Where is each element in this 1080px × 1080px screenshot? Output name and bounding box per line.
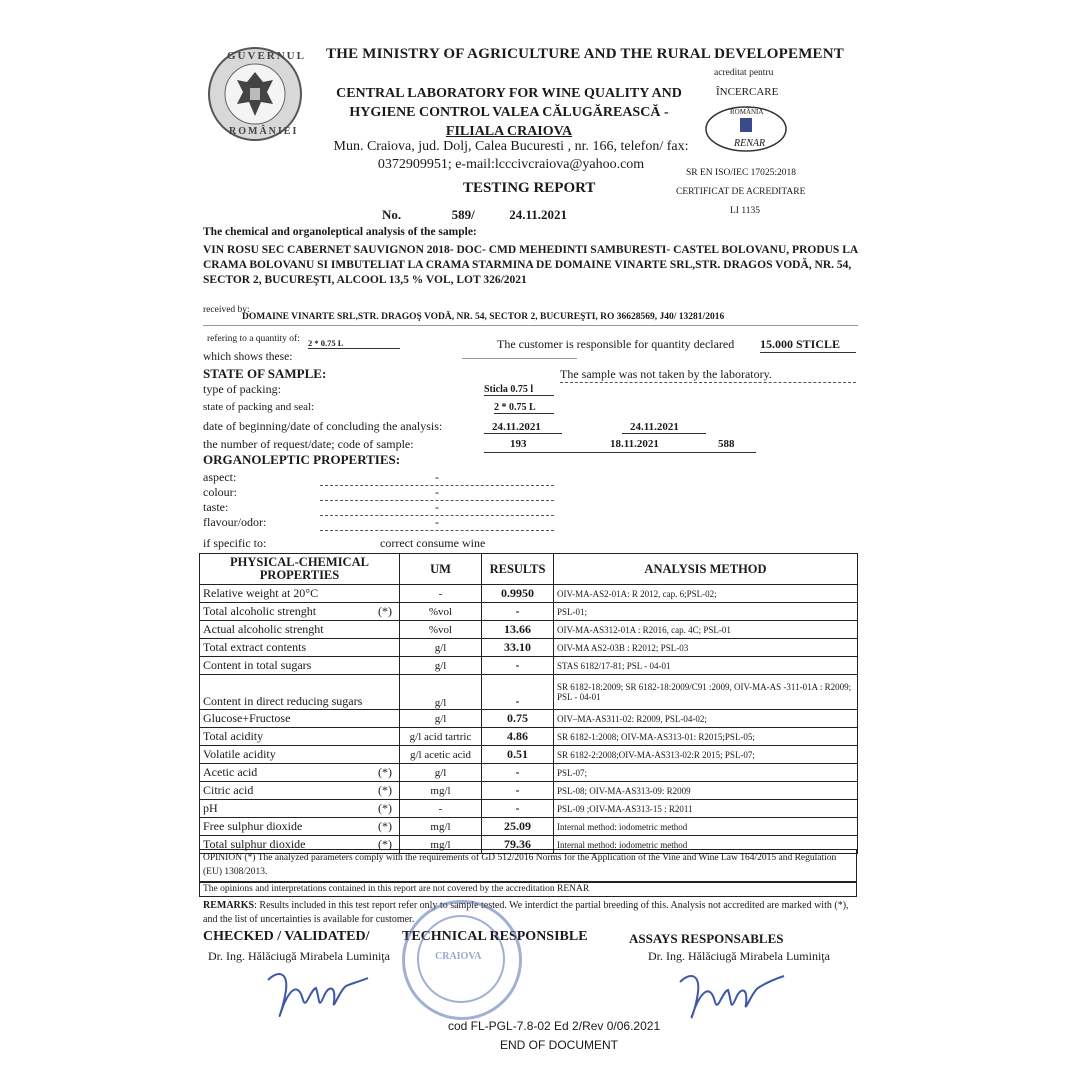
lab-line-1: CENTRAL LABORATORY FOR WINE QUALITY AND [336, 86, 682, 101]
property-cell [200, 800, 400, 818]
sample-heading: The chemical and organoleptical analysis of the sample: [203, 226, 477, 238]
not-accredited-marker: (*) [378, 765, 392, 779]
property-name: Total sulphur dioxide [203, 837, 306, 851]
organoleptic-value: - [320, 515, 554, 531]
property-cell [200, 764, 400, 782]
report-date: 24.11.2021 [509, 207, 568, 222]
property-name: Content in total sugars [203, 658, 312, 672]
table-row [200, 746, 858, 764]
request-date: 18.11.2021 [610, 438, 659, 450]
property-name: Glucose+Fructose [203, 711, 291, 725]
property-name: Volatile acidity [203, 747, 276, 761]
result-cell: 0.51 [482, 746, 554, 764]
result-cell: 13.66 [482, 621, 554, 639]
lab-line-3: FILIALA CRAIOVA [445, 124, 573, 139]
customer-value: 15.000 STICLE [760, 337, 856, 353]
not-taken-note: The sample was not taken by the laboratory. [560, 367, 856, 383]
property-cell [200, 818, 400, 836]
referring-label: refering to a quantity of: [207, 334, 300, 344]
result-cell: 4.86 [482, 728, 554, 746]
property-name: Content in direct reducing sugars [203, 694, 363, 708]
property-cell [200, 603, 400, 621]
method-cell: PSL-08; OIV-MA-AS313-09: R2009 [554, 782, 858, 800]
result-cell: - [482, 675, 554, 710]
table-row [200, 728, 858, 746]
table-row [200, 782, 858, 800]
property-cell [200, 639, 400, 657]
government-logo [207, 46, 306, 142]
result-cell: - [482, 764, 554, 782]
property-name: Total acidity [203, 729, 264, 743]
opinion-box: OPINION (*) The analyzed parameters comply with the requirements of GD 512/2016 Norms for the Application of the Vine and Wine Law 164/2015 and Regulation (EU) 1308/2013. [199, 849, 857, 882]
table-row [200, 710, 858, 728]
accredited-for: acreditat pentru [714, 68, 774, 78]
unit-cell: g/l [400, 710, 482, 728]
method-cell: OIV-MA-AS312-01A : R2016, cap. 4C; PSL-01 [554, 621, 858, 639]
not-accredited-marker: (*) [378, 819, 392, 833]
accreditation-standard: SR EN ISO/IEC 17025:2018 [686, 168, 797, 178]
result-cell: 79.36 [482, 836, 554, 854]
remarks [203, 899, 858, 927]
accreditation-number: LI 1135 [730, 206, 760, 216]
property-cell [200, 782, 400, 800]
accredited-testing: ÎNCERCARE [716, 86, 779, 98]
method-cell: SR 6182-18:2009; SR 6182-18:2009/C91 :2009, OIV-MA-AS -311-01A : R2009; PSL - 04-01 [554, 675, 858, 710]
lab-line-2: HYGIENE CONTROL VALEA CĂLUGĂREASCĂ - [349, 105, 669, 120]
unit-cell: g/l acetic acid [400, 746, 482, 764]
organoleptic-value: - [320, 500, 554, 516]
property-cell [200, 746, 400, 764]
column-header-method: ANALYSIS METHOD [554, 554, 858, 585]
dates-label: date of beginning/date of concluding the analysis: [203, 419, 443, 433]
method-cell: PSL-09 ;OIV-MA-AS313-15 : R2011 [554, 800, 858, 818]
accreditation-certificate: CERTIFICAT DE ACREDITARE [676, 187, 806, 197]
signatory-left: Dr. Ing. Hălăciugă Mirabela Luminiţa [208, 949, 390, 963]
unit-cell: g/l [400, 657, 482, 675]
result-cell: - [482, 782, 554, 800]
column-header-property: PHYSICAL-CHEMICAL PROPERTIES [200, 554, 400, 585]
which-shows-label: which shows these: [203, 351, 293, 363]
table-row [200, 818, 858, 836]
date-end: 24.11.2021 [622, 421, 706, 434]
result-cell: 0.9950 [482, 585, 554, 603]
column-header-results: RESULTS [482, 554, 554, 585]
result-cell: 25.09 [482, 818, 554, 836]
report-title: TESTING REPORT [463, 180, 596, 196]
unit-cell: g/l [400, 675, 482, 710]
received-value: DOMAINE VINARTE SRL,STR. DRAGOŞ VODĂ, NR. 54, SECTOR 2, BUCUREŞTI, RO 36628569, J40/ 13281/2016 [242, 312, 725, 322]
organoleptic-heading: ORGANOLEPTIC PROPERTIES: [203, 452, 401, 467]
logo-text-bottom: ROMÂNIEI [229, 126, 299, 137]
customer-label: The customer is responsible for quantity declared [497, 337, 735, 351]
renar-logo [704, 104, 788, 154]
property-cell [200, 728, 400, 746]
method-cell: STAS 6182/17-81; PSL - 04-01 [554, 657, 858, 675]
property-name: Actual alcoholic strenght [203, 622, 324, 636]
property-name: Free sulphur dioxide [203, 819, 303, 833]
laboratory-stamp [402, 900, 522, 1020]
result-cell: 0.75 [482, 710, 554, 728]
property-name: Citric acid [203, 783, 254, 797]
property-cell [200, 585, 400, 603]
table-row [200, 621, 858, 639]
packing-value: Sticla 0.75 l [484, 384, 554, 396]
unit-cell: g/l acid tartric [400, 728, 482, 746]
method-cell: SR 6182-2:2008;OIV-MA-AS313-02:R 2015; PSL-07; [554, 746, 858, 764]
property-name: Acetic acid [203, 765, 258, 779]
remarks-text: : Results included in this test report refer only to sample tested. We interdict the partial breeding of this. Analysis not accredited are marked with (*), and the list of uncertainties is available for customer. [203, 900, 849, 925]
table-header-row [200, 554, 858, 585]
unit-cell: g/l [400, 764, 482, 782]
technical-responsible: TECHNICAL RESPONSIBLE [402, 929, 588, 944]
date-begin: 24.11.2021 [484, 421, 562, 434]
organoleptic-label: flavour/odor: [203, 515, 267, 529]
received-label: received by: [203, 305, 250, 315]
result-cell: - [482, 603, 554, 621]
signatory-right: Dr. Ing. Hălăciugă Mirabela Luminiţa [648, 949, 830, 963]
assays-responsables: ASSAYS RESPONSABLES [629, 931, 784, 946]
table-row [200, 639, 858, 657]
unit-cell: %vol [400, 603, 482, 621]
table-row [200, 603, 858, 621]
not-accredited-marker: (*) [378, 801, 392, 815]
end-of-document: END OF DOCUMENT [500, 1038, 618, 1052]
organoleptic-value: - [320, 470, 554, 486]
method-cell: Internal method: iodometric method [554, 836, 858, 854]
specific-value: correct consume wine [380, 536, 486, 550]
column-header-um: UM [400, 554, 482, 585]
method-cell: OIV-MA-AS2-01A: R 2012, cap. 6;PSL-02; [554, 585, 858, 603]
organoleptic-label: aspect: [203, 470, 237, 484]
unit-cell: - [400, 800, 482, 818]
report-number-line [382, 207, 567, 223]
table-row [200, 764, 858, 782]
renar-logo-bottom: RENAR [734, 138, 766, 149]
report-no-label: No. [382, 207, 402, 222]
table-row [200, 657, 858, 675]
logo-text-top: GUVERNUL [227, 50, 306, 62]
result-cell: - [482, 657, 554, 675]
property-cell [200, 657, 400, 675]
unit-cell: %vol [400, 621, 482, 639]
table-row [200, 585, 858, 603]
ministry-title: THE MINISTRY OF AGRICULTURE AND THE RURAL DEVELOPEMENT [326, 46, 845, 62]
report-number: 589/ [451, 207, 475, 222]
method-cell: PSL-07; [554, 764, 858, 782]
laboratory-name [334, 84, 684, 141]
method-cell: Internal method: iodometric method [554, 818, 858, 836]
property-name: pH [203, 801, 218, 815]
divider [203, 325, 858, 326]
signature-left [258, 960, 378, 1035]
sample-code: 588 [718, 438, 735, 450]
seal-value: 2 * 0.75 L [494, 402, 554, 414]
stamp-text: CRAIOVA [435, 951, 482, 962]
unit-cell: mg/l [400, 818, 482, 836]
table-row [200, 675, 858, 710]
request-number: 193 [510, 438, 527, 450]
property-cell [200, 675, 400, 710]
not-accredited-marker: (*) [378, 604, 392, 618]
seal-label: state of packing and seal: [203, 401, 315, 413]
properties-table [199, 553, 858, 854]
method-cell: OIV-MA AS2-03B : R2012; PSL-03 [554, 639, 858, 657]
request-label: the number of request/date; code of sample: [203, 437, 414, 451]
unit-cell: - [400, 585, 482, 603]
unit-cell: mg/l [400, 836, 482, 854]
property-cell [200, 621, 400, 639]
remarks-label: REMARKS [203, 900, 255, 911]
state-heading: STATE OF SAMPLE: [203, 366, 327, 381]
unit-cell: mg/l [400, 782, 482, 800]
property-cell [200, 710, 400, 728]
property-name: Relative weight at 20°C [203, 586, 319, 600]
method-cell: PSL-01; [554, 603, 858, 621]
property-name: Total extract contents [203, 640, 307, 654]
not-accredited-marker: (*) [378, 837, 392, 851]
method-cell: SR 6182-1:2008; OIV-MA-AS313-01: R2015;PSL-05; [554, 728, 858, 746]
organoleptic-label: colour: [203, 485, 237, 499]
accreditation-note: The opinions and interpretations contained in this report are not covered by the accreditation RENAR [199, 882, 857, 897]
renar-logo-top: ROMÂNIA [730, 108, 764, 116]
referring-value: 2 * 0.75 L [308, 338, 400, 349]
packing-label: type of packing: [203, 382, 281, 396]
table-row [200, 800, 858, 818]
checked-validated: CHECKED / VALIDATED/ [203, 929, 370, 944]
document-code: cod FL-PGL-7.8-02 Ed 2/Rev 0/06.2021 [448, 1019, 661, 1033]
result-cell: - [482, 800, 554, 818]
unit-cell: g/l [400, 639, 482, 657]
property-name: Total alcoholic strenght [203, 604, 317, 618]
lab-address: Mun. Craiova, jud. Dolj, Calea Bucuresti , nr. 166, telefon/ fax: 0372909951; e-mail:lcccivcraiova@yahoo.com [333, 139, 689, 172]
organoleptic-label: taste: [203, 500, 229, 514]
not-accredited-marker: (*) [378, 783, 392, 797]
specific-label: if specific to: [203, 536, 267, 550]
sample-description: VIN ROSU SEC CABERNET SAUVIGNON 2018- DOC- CMD MEHEDINTI SAMBURESTI- CASTEL BOLOVANU, PRODUS LA CRAMA BOLOVANU SI IMBUTELIAT LA CRAMA STARMINA DE DOMAINE VINARTE SRL,STR. DRAGOS VODĂ, NR. 54, SECTOR 2, BUCUREŞTI, ALCOOL 13,5 % VOL, LOT 326/2021 [203, 244, 858, 286]
divider [462, 358, 577, 359]
organoleptic-value: - [320, 485, 554, 501]
signature-right [672, 960, 792, 1035]
method-cell: OIV–MA-AS311-02: R2009, PSL-04-02; [554, 710, 858, 728]
result-cell: 33.10 [482, 639, 554, 657]
